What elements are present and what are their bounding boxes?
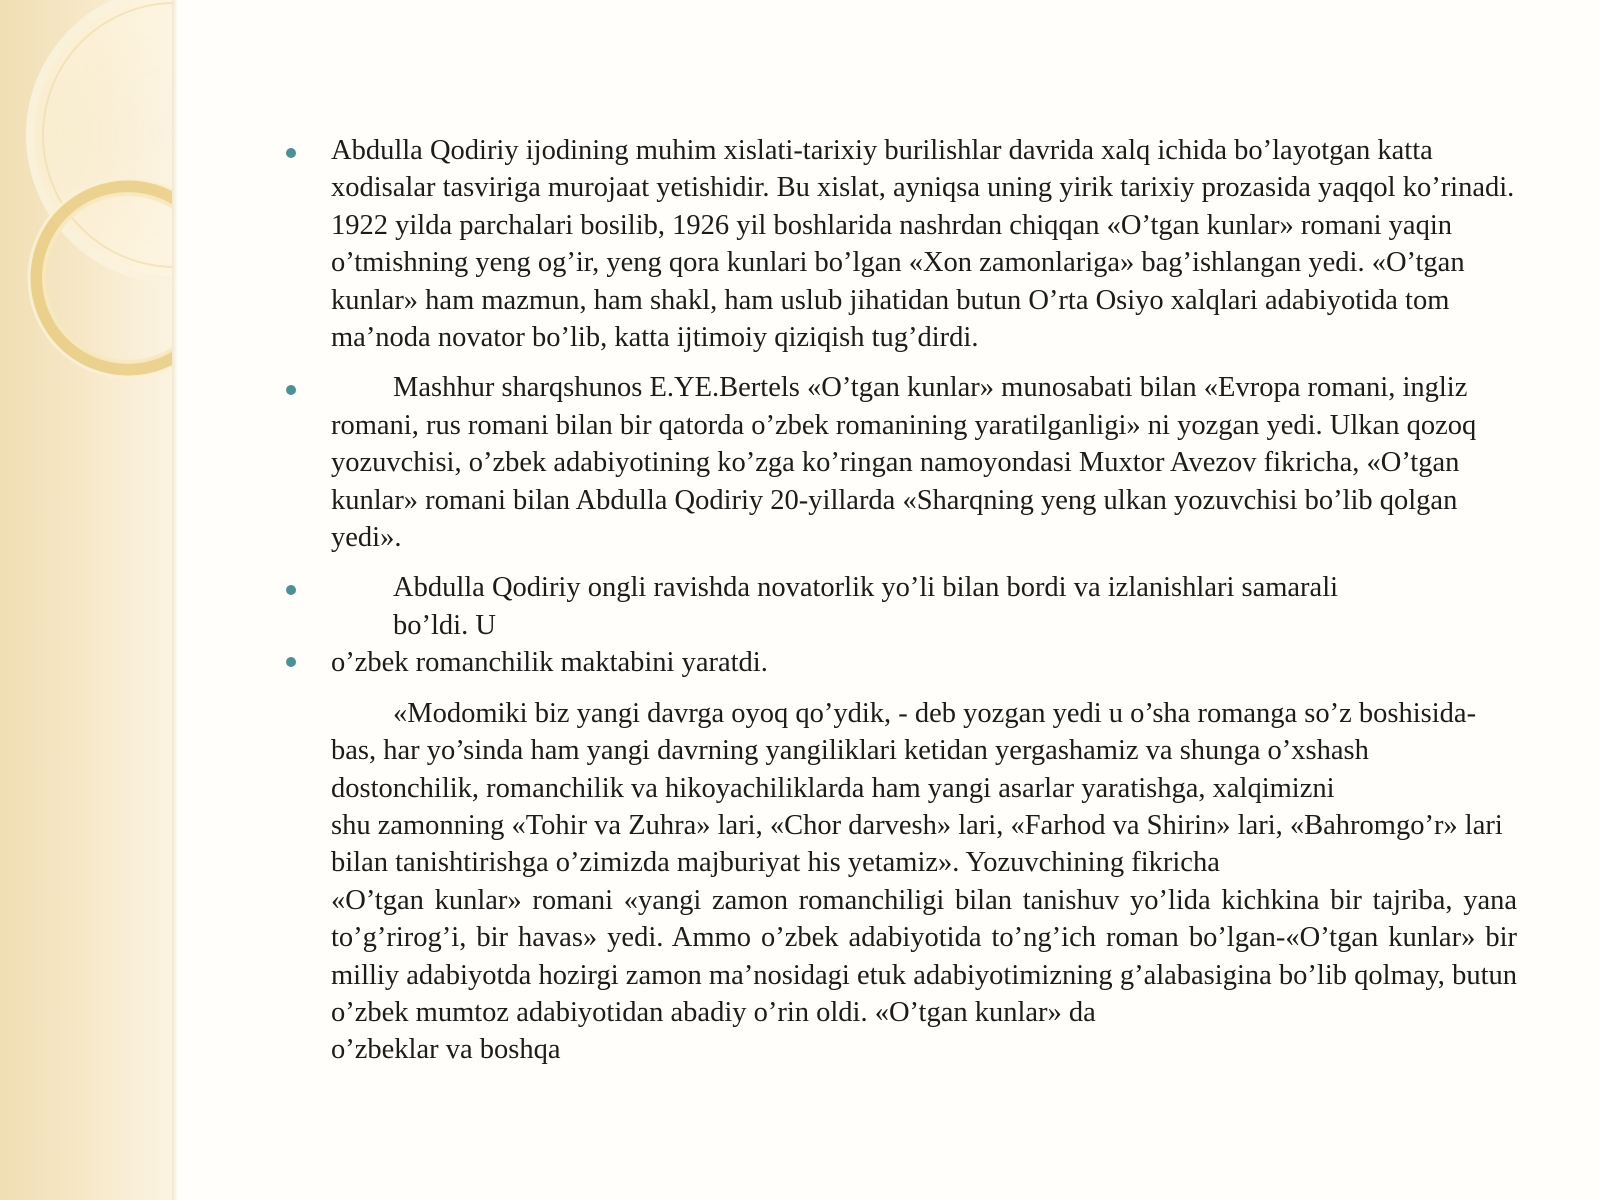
paragraph-4-part-4: o’zbeklar va boshqa [331,1034,561,1066]
bullet-dot-icon [286,585,296,595]
paragraph-4 [285,695,1517,1069]
gold-rings-icon [0,0,178,1200]
paragraph-3-line-3: o’zbek romanchilik maktabini yaratdi. [331,647,768,679]
paragraph-1-text: Abdulla Qodiriy ijodining muhim xislati-tarixiy burilishlar davrida xalq ichida bo’layotgan katta xodisalar tasviriga murojaat yetishidir. Bu xislat, ayniqsa uning yirik tarixiy prozasida yaqqol ko’rinadi. 1922 yilda parchalari bosilib, 1926 yil boshlarida nashrdan chiqqan «O’tgan kunlar» romani yaqin o’tmishning yeng og’ir, yeng qora kunlari bo’lgan «Xon zamonlariga» bag’ishlangan yedi. «O’tgan kunlar» ham mazmun, ham shakl, ham uslub jihatidan butun O’rta Osiyo xalqlari adabiyotida tom ma’noda novator bo’lib, katta ijtimoiy qiziqish tug’dirdi. [331,135,1515,354]
paragraph-4-part-2: shu zamonning «Tohir va Zuhra» lari, «Chor darvesh» lari, «Farhod va Shirin» lari, «Bahromgo’r» lari bilan tanishtirishga o’zimizda majburiyat his yetamiz». Yozuvchining fikricha [331,809,1503,879]
bullet-dot-icon [286,148,296,158]
paragraph-4-part-3: «O’tgan kunlar» romani «yangi zamon romanchiligi bilan tanishuv yo’lida kichkina bir tajriba, yana to’g’rirog’i, bir havas» yedi. Ammo o’zbek adabiyotida to’ng’ich roman bo’lgan-«O’tgan kunlar» bir milliy adabiyotda hozirgi zamon ma’nosidagi etuk adabiyotimizning g’alabasigina bo’lib qolmay, butun o’zbek mumtoz adabiyotidan abadiy o’rin oldi. «O’tgan kunlar» da [331,884,1517,1028]
decorative-side-panel [0,0,178,1200]
paragraph-2-text: Mashhur sharqshunos E.YE.Bertels «O’tgan kunlar» munosabati bilan «Evropa romani, ingliz romani, rus romani bilan bir qatorda o’zbek romanining yaratilganligi» ni yozgan yedi. Ulkan qozoq yozuvchisi, o’zbek adabiyotining ko’zga ko’ringan namoyondasi Muxtor Avezov fikricha, «O’tgan kunlar» romani bilan Abdulla Qodiriy 20-yillarda «Sharqning yeng ulkan yozuvchisi bo’lib qolgan yedi». [331,372,1477,554]
bullet-dot-icon [286,657,296,667]
paragraph-3 [285,569,1517,681]
slide-content [285,132,1517,1069]
paragraph-1 [285,132,1517,356]
paragraph-3-line-2: bo’ldi. U [393,609,496,641]
paragraph-2 [285,369,1517,556]
paragraph-3-line-1: Abdulla Qodiriy ongli ravishda novatorlik yo’li bilan bordi va izlanishlari samarali [393,572,1339,604]
bullet-dot-icon [286,385,296,395]
side-panel-edge [172,0,178,1200]
paragraph-4-part-1: «Modomiki biz yangi davrga oyoq qo’ydik, - deb yozgan yedi u o’sha romanga so’z boshisida-bas, har yo’sinda ham yangi davrning yangiliklari ketidan yergashamiz va shunga o’xshash dostonchilik, romanchilik va hikoyachiliklarda ham yangi asarlar yaratishga, xalqimizni [331,697,1477,804]
